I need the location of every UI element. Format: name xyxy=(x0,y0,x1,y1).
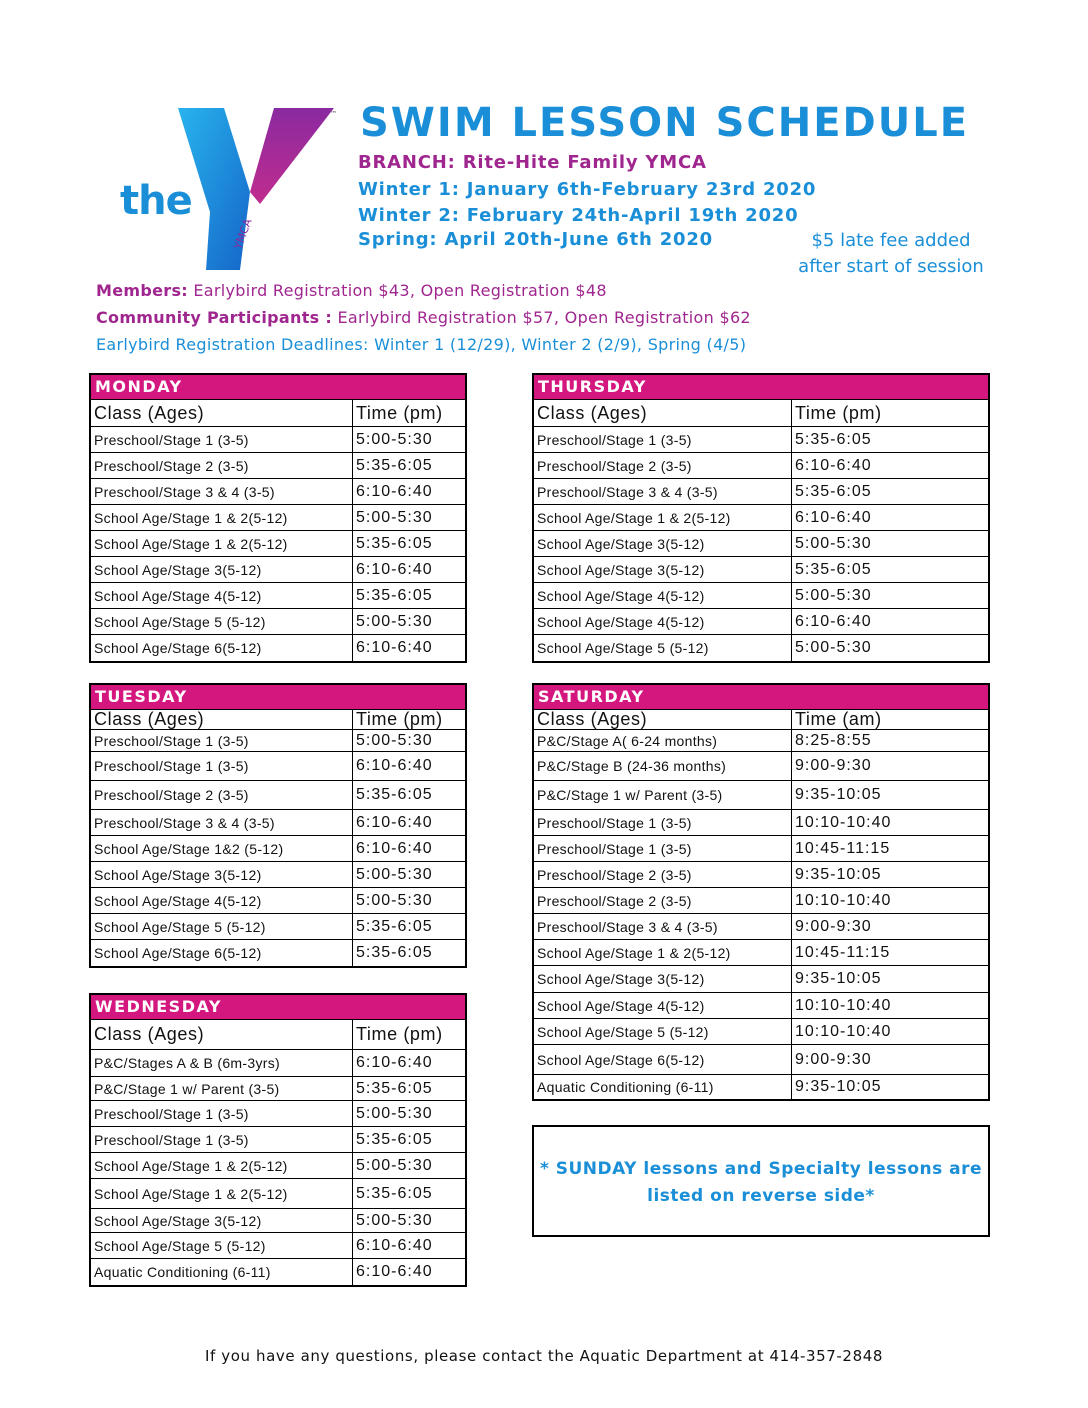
monday-column-header xyxy=(91,400,465,427)
time-cell: 10:10-10:40 xyxy=(795,1022,892,1040)
class-ages-header: Class (Ages) xyxy=(534,710,792,729)
time-cell: 6:10-6:40 xyxy=(356,813,433,831)
class-cell: P&C/Stage B (24-36 months) xyxy=(534,752,792,780)
spring-dates: Spring: April 20th-June 6th 2020 xyxy=(358,229,714,250)
table-row xyxy=(91,505,465,531)
time-cell: 9:35-10:05 xyxy=(795,786,882,803)
saturday-schedule xyxy=(532,683,990,1101)
deadlines-line: Earlybird Registration Deadlines: Winter 1 (12/29), Winter 2 (2/9), Spring (4/5) xyxy=(96,335,747,354)
time-cell: 5:00-5:30 xyxy=(356,731,433,749)
footer-contact: If you have any questions, please contact the Aquatic Department at 414-357-2848 xyxy=(205,1347,883,1365)
table-row xyxy=(91,1209,465,1233)
time-cell: 5:00-5:30 xyxy=(795,534,872,552)
table-row xyxy=(534,557,988,583)
time-cell: 9:00-9:30 xyxy=(795,757,872,774)
time-cell: 6:10-6:40 xyxy=(356,1054,433,1071)
time-header: Time (pm) xyxy=(356,1024,443,1044)
table-row xyxy=(534,888,988,914)
class-cell: School Age/Stage 1 & 2(5-12) xyxy=(91,505,353,530)
time-cell: 5:35-6:05 xyxy=(795,430,872,448)
time-cell: 9:35-10:05 xyxy=(795,1078,882,1095)
table-row xyxy=(534,635,988,661)
class-cell: School Age/Stage 1 & 2(5-12) xyxy=(91,531,353,556)
time-cell: 5:35-6:05 xyxy=(356,586,433,604)
class-cell: Preschool/Stage 2 (3-5) xyxy=(534,862,792,887)
table-row xyxy=(91,1233,465,1259)
class-cell: Preschool/Stage 1 (3-5) xyxy=(91,427,353,452)
table-row xyxy=(534,531,988,557)
class-cell: School Age/Stage 3(5-12) xyxy=(91,1209,353,1232)
time-cell: 9:35-10:05 xyxy=(795,970,882,987)
time-cell: 5:00-5:30 xyxy=(356,1156,433,1174)
table-row xyxy=(91,609,465,635)
community-label: Community Participants : xyxy=(96,308,333,327)
table-row xyxy=(534,1075,988,1099)
table-row xyxy=(91,1077,465,1101)
class-cell: Preschool/Stage 3 & 4 (3-5) xyxy=(91,810,353,835)
table-row xyxy=(534,609,988,635)
time-header: Time (am) xyxy=(795,710,882,729)
table-row xyxy=(91,1101,465,1127)
class-cell: School Age/Stage 5 (5-12) xyxy=(534,635,792,661)
table-row xyxy=(534,479,988,505)
class-cell: School Age/Stage 1 & 2(5-12) xyxy=(91,1153,353,1178)
time-cell: 6:10-6:40 xyxy=(356,839,433,857)
monday-schedule xyxy=(89,373,467,663)
monday-day-header: MONDAY xyxy=(91,375,465,400)
table-row xyxy=(91,635,465,661)
class-cell: Preschool/Stage 1 (3-5) xyxy=(91,1127,353,1152)
class-cell: Preschool/Stage 3 & 4 (3-5) xyxy=(534,914,792,939)
time-header: Time (pm) xyxy=(795,402,882,423)
class-cell: Aquatic Conditioning (6-11) xyxy=(91,1259,353,1285)
class-cell: School Age/Stage 4(5-12) xyxy=(534,583,792,608)
table-row xyxy=(91,730,465,752)
wednesday-schedule xyxy=(89,993,467,1287)
tuesday-day-header: TUESDAY xyxy=(91,685,465,710)
table-row xyxy=(534,1045,988,1075)
table-row xyxy=(534,583,988,609)
time-header: Time (pm) xyxy=(356,402,443,423)
time-cell: 5:00-5:30 xyxy=(356,430,433,448)
time-cell: 10:10-10:40 xyxy=(795,813,892,831)
table-row xyxy=(534,810,988,836)
table-row xyxy=(91,531,465,557)
class-cell: Preschool/Stage 3 & 4 (3-5) xyxy=(534,479,792,504)
class-cell: Preschool/Stage 1 (3-5) xyxy=(91,730,353,751)
time-cell: 5:00-5:30 xyxy=(356,1211,433,1229)
class-cell: Preschool/Stage 2 (3-5) xyxy=(534,453,792,478)
table-row xyxy=(534,1019,988,1045)
time-cell: 6:10-6:40 xyxy=(356,1236,433,1254)
class-cell: School Age/Stage 5 (5-12) xyxy=(91,914,353,939)
table-row xyxy=(91,810,465,836)
time-cell: 5:35-6:05 xyxy=(356,917,433,935)
class-cell: School Age/Stage 3(5-12) xyxy=(534,531,792,556)
winter2-dates: Winter 2: February 24th-April 19th 2020 xyxy=(358,205,799,226)
class-cell: School Age/Stage 1&2 (5-12) xyxy=(91,836,353,861)
table-row xyxy=(534,993,988,1019)
time-cell: 10:10-10:40 xyxy=(795,996,892,1014)
table-row xyxy=(534,427,988,453)
saturday-day-header: SATURDAY xyxy=(534,685,988,710)
time-cell: 5:00-5:30 xyxy=(356,1104,433,1122)
class-cell: School Age/Stage 4(5-12) xyxy=(534,993,792,1018)
table-row xyxy=(91,888,465,914)
class-cell: Preschool/Stage 2 (3-5) xyxy=(91,781,353,809)
time-cell: 5:35-6:05 xyxy=(356,456,433,474)
time-cell: 6:10-6:40 xyxy=(356,1263,433,1280)
community-text: Earlybird Registration $57, Open Registration $62 xyxy=(337,308,751,327)
table-row xyxy=(91,940,465,966)
members-text: Earlybird Registration $43, Open Registration $48 xyxy=(193,281,607,300)
class-ages-header: Class (Ages) xyxy=(91,400,353,426)
table-row xyxy=(91,862,465,888)
time-cell: 5:35-6:05 xyxy=(356,1079,433,1097)
time-cell: 5:35-6:05 xyxy=(356,786,433,803)
time-cell: 6:10-6:40 xyxy=(795,508,872,526)
logo-word: the xyxy=(120,178,192,224)
class-cell: Preschool/Stage 2 (3-5) xyxy=(91,453,353,478)
table-row xyxy=(534,940,988,966)
time-cell: 10:45-11:15 xyxy=(795,839,891,857)
table-row xyxy=(534,862,988,888)
class-cell: School Age/Stage 4(5-12) xyxy=(91,888,353,913)
class-cell: School Age/Stage 5 (5-12) xyxy=(91,609,353,634)
sunday-note: * SUNDAY lessons and Specialty lessons are listed on reverse side* xyxy=(532,1125,990,1237)
class-ages-header: Class (Ages) xyxy=(534,400,792,426)
time-cell: 5:35-6:05 xyxy=(356,944,433,961)
time-cell: 5:00-5:30 xyxy=(795,586,872,604)
ymca-logo xyxy=(112,100,344,272)
class-cell: P&C/Stages A & B (6m-3yrs) xyxy=(91,1050,353,1076)
time-cell: 5:00-5:30 xyxy=(356,865,433,883)
class-cell: School Age/Stage 1 & 2(5-12) xyxy=(534,940,792,965)
thursday-day-header: THURSDAY xyxy=(534,375,988,400)
tuesday-schedule xyxy=(89,683,467,968)
table-row xyxy=(91,781,465,810)
class-cell: School Age/Stage 6(5-12) xyxy=(534,1045,792,1074)
class-cell: Aquatic Conditioning (6-11) xyxy=(534,1075,792,1099)
time-cell: 6:10-6:40 xyxy=(356,482,433,500)
class-cell: Preschool/Stage 1 (3-5) xyxy=(534,836,792,861)
table-row xyxy=(91,836,465,862)
class-cell: School Age/Stage 5 (5-12) xyxy=(91,1233,353,1258)
table-row xyxy=(91,1050,465,1077)
time-cell: 6:10-6:40 xyxy=(356,639,433,656)
class-ages-header: Class (Ages) xyxy=(91,1020,353,1049)
time-cell: 5:00-5:30 xyxy=(795,639,872,656)
table-row xyxy=(534,836,988,862)
class-cell: School Age/Stage 3(5-12) xyxy=(91,862,353,887)
saturday-column-header xyxy=(534,710,988,730)
class-cell: Preschool/Stage 3 & 4 (3-5) xyxy=(91,479,353,504)
class-cell: School Age/Stage 1 & 2(5-12) xyxy=(91,1179,353,1208)
table-row xyxy=(534,914,988,940)
table-row xyxy=(91,479,465,505)
class-cell: School Age/Stage 6(5-12) xyxy=(91,940,353,966)
branch-line: BRANCH: Rite-Hite Family YMCA xyxy=(358,152,707,173)
time-cell: 5:35-6:05 xyxy=(795,482,872,500)
class-cell: School Age/Stage 5 (5-12) xyxy=(534,1019,792,1044)
time-cell: 6:10-6:40 xyxy=(356,560,433,578)
table-row xyxy=(91,1179,465,1209)
class-cell: School Age/Stage 4(5-12) xyxy=(91,583,353,608)
thursday-schedule xyxy=(532,373,990,663)
time-cell: 5:00-5:30 xyxy=(356,612,433,630)
table-row xyxy=(91,427,465,453)
time-cell: 9:00-9:30 xyxy=(795,917,872,935)
time-cell: 6:10-6:40 xyxy=(795,612,872,630)
svg-text:YMCA: YMCA xyxy=(231,217,255,252)
members-pricing xyxy=(96,281,607,300)
time-cell: 5:00-5:30 xyxy=(356,891,433,909)
time-cell: 9:35-10:05 xyxy=(795,865,882,883)
time-cell: 10:10-10:40 xyxy=(795,891,892,909)
table-row xyxy=(534,453,988,479)
table-row xyxy=(91,1153,465,1179)
class-cell: P&C/Stage 1 w/ Parent (3-5) xyxy=(91,1077,353,1100)
table-row xyxy=(91,453,465,479)
time-cell: 6:10-6:40 xyxy=(795,456,872,474)
page-title: SWIM LESSON SCHEDULE xyxy=(360,100,970,146)
table-row xyxy=(91,914,465,940)
time-cell: 5:35-6:05 xyxy=(356,1184,433,1202)
time-cell: 5:35-6:05 xyxy=(356,1130,433,1148)
time-header: Time (pm) xyxy=(356,710,443,729)
class-cell: School Age/Stage 3(5-12) xyxy=(534,557,792,582)
svg-text:™: ™ xyxy=(330,110,337,118)
table-row xyxy=(534,781,988,810)
table-row xyxy=(534,966,988,993)
time-cell: 6:10-6:40 xyxy=(356,757,433,774)
wednesday-column-header xyxy=(91,1020,465,1050)
wednesday-day-header: WEDNESDAY xyxy=(91,995,465,1020)
time-cell: 5:00-5:30 xyxy=(356,508,433,526)
class-cell: School Age/Stage 3(5-12) xyxy=(534,966,792,992)
thursday-column-header xyxy=(534,400,988,427)
community-pricing xyxy=(96,308,751,327)
table-row xyxy=(534,752,988,781)
table-row xyxy=(91,583,465,609)
time-cell: 10:45-11:15 xyxy=(795,943,891,961)
class-cell: School Age/Stage 3(5-12) xyxy=(91,557,353,582)
class-ages-header: Class (Ages) xyxy=(91,710,353,729)
table-row xyxy=(534,730,988,752)
table-row xyxy=(91,1127,465,1153)
winter1-dates: Winter 1: January 6th-February 23rd 2020 xyxy=(358,179,817,200)
class-cell: Preschool/Stage 1 (3-5) xyxy=(534,810,792,835)
class-cell: Preschool/Stage 1 (3-5) xyxy=(91,1101,353,1126)
class-cell: Preschool/Stage 1 (3-5) xyxy=(91,752,353,780)
class-cell: Preschool/Stage 2 (3-5) xyxy=(534,888,792,913)
time-cell: 9:00-9:30 xyxy=(795,1050,872,1068)
time-cell: 8:25-8:55 xyxy=(795,731,872,749)
table-row xyxy=(534,505,988,531)
tuesday-column-header xyxy=(91,710,465,730)
class-cell: P&C/Stage 1 w/ Parent (3-5) xyxy=(534,781,792,809)
time-cell: 5:35-6:05 xyxy=(795,560,872,578)
class-cell: School Age/Stage 6(5-12) xyxy=(91,635,353,661)
class-cell: Preschool/Stage 1 (3-5) xyxy=(534,427,792,452)
table-row xyxy=(91,557,465,583)
table-row xyxy=(91,752,465,781)
class-cell: P&C/Stage A( 6-24 months) xyxy=(534,730,792,751)
class-cell: School Age/Stage 1 & 2(5-12) xyxy=(534,505,792,530)
table-row xyxy=(91,1259,465,1285)
late-fee-note: $5 late fee added after start of session xyxy=(798,230,984,277)
class-cell: School Age/Stage 4(5-12) xyxy=(534,609,792,634)
members-label: Members: xyxy=(96,281,188,300)
time-cell: 5:35-6:05 xyxy=(356,534,433,552)
